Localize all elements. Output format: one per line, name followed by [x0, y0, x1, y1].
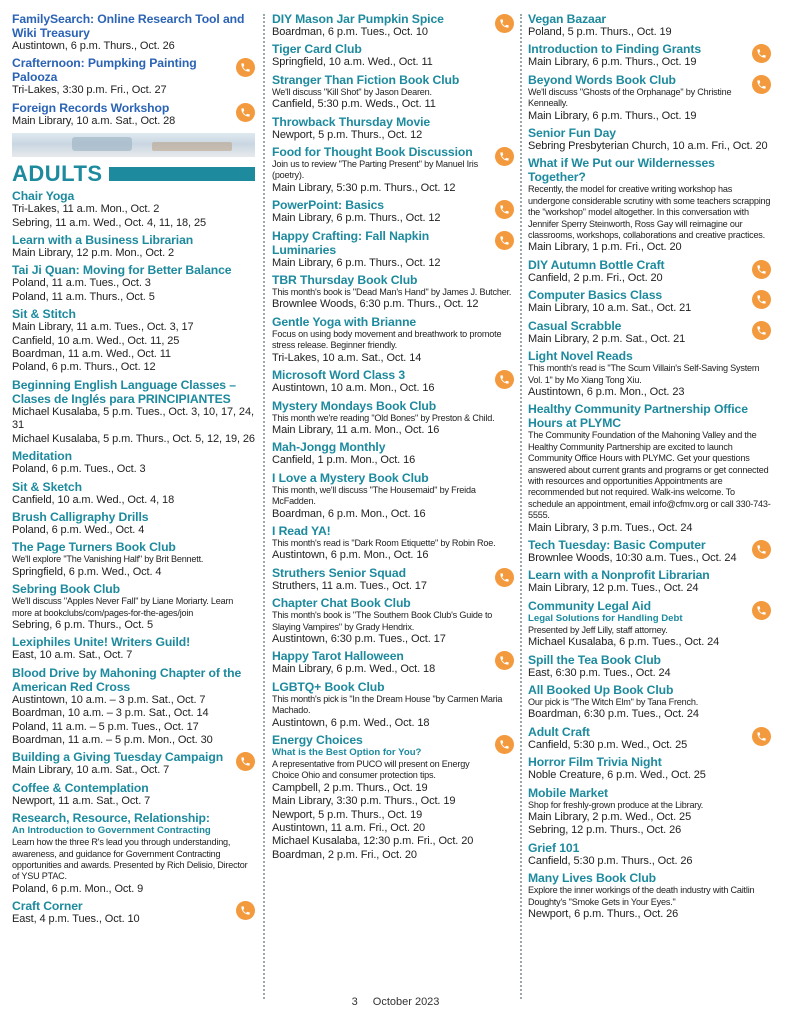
event-title: Foreign Records Workshop — [12, 100, 170, 115]
event-item — [528, 156, 771, 254]
event-schedule-line: Poland, 11 a.m. – 5 p.m. Tues., Oct. 17 — [12, 720, 199, 733]
event-schedule-line: Main Library, 2 p.m. Wed., Oct. 25 — [528, 811, 692, 824]
event-description: This month's pick is "In the Dream House "by Carmen Maria Machado. — [272, 693, 503, 716]
event-title: Tech Tuesday: Basic Computer — [528, 537, 706, 552]
event-schedule-line: Canfield, 10 a.m. Wed., Oct. 11, 25 — [12, 334, 180, 347]
event-schedule-line: Springfield, 6 p.m. Wed., Oct. 4 — [12, 565, 162, 578]
event-title: Throwback Thursday Movie — [272, 114, 431, 129]
event-schedule-line: Canfield, 5:30 p.m. Weds., Oct. 11 — [272, 98, 436, 111]
event-schedule-line: Austintown, 6 p.m. Thurs., Oct. 26 — [12, 40, 175, 52]
event-schedule-line: Sebring, 12 p.m. Thurs., Oct. 26 — [528, 824, 682, 837]
event-item — [528, 319, 771, 346]
phone-registration-icon — [752, 727, 771, 746]
event-description: This month's read is "Dark Room Etiquette" by Robin Roe. — [272, 537, 496, 548]
event-schedule-line: Michael Kusalaba, 12:30 p.m. Fri., Oct. 20 — [272, 835, 474, 848]
event-description: We'll explore "The Vanishing Half" by Brit Bennett. — [12, 554, 204, 565]
phone-registration-icon — [495, 568, 514, 587]
phone-registration-icon — [495, 735, 514, 754]
event-title: PowerPoint: Basics — [272, 198, 384, 213]
event-description: This month's book is "The Southern Book Club's Guide to Slaying Vampires" by Grady Hendrix. — [272, 610, 493, 632]
event-schedule-line: Main Library, 2 p.m. Sat., Oct. 21 — [528, 332, 686, 345]
event-item — [272, 368, 514, 395]
event-title: Sit & Sketch — [12, 479, 82, 494]
event-item — [272, 471, 514, 521]
event-subtitle: An Introduction to Government Contracting — [12, 825, 211, 837]
section-heading-bar — [109, 167, 255, 181]
event-item — [12, 811, 255, 896]
event-schedule-line: Michael Kusalaba, 6 p.m. Tues., Oct. 24 — [528, 636, 720, 649]
event-schedule-line: Boardman, 11 a.m. – 5 p.m. Mon., Oct. 30 — [12, 733, 213, 746]
event-item — [528, 42, 771, 69]
event-description: Recently, the model for creative writing workshop has undergone considerable scrutiny with some teachers scrapping the "workshop" model altogether. In this conversation with Jennifer Sperry Steinworth, Ross Gay will reimagine our classrooms, workshops, collaborations and creative practices. — [528, 184, 771, 241]
event-description: Join us to review "The Parting Present" by Manuel Iris (poetry). — [272, 159, 478, 181]
event-title: Happy Tarot Halloween — [272, 649, 404, 664]
column-3 — [528, 12, 771, 924]
event-schedule-line: Main Library, 6 p.m. Thurs., Oct. 19 — [528, 56, 697, 69]
event-item — [528, 402, 771, 535]
event-item — [528, 12, 771, 39]
event-title: Research, Resource, Relationship: — [12, 811, 210, 826]
event-title: Tiger Card Club — [272, 42, 362, 57]
event-schedule-line: Main Library, 6 p.m. Wed., Oct. 18 — [272, 663, 436, 676]
event-title: Many Lives Book Club — [528, 871, 657, 886]
event-schedule-line: East, 4 p.m. Tues., Oct. 10 — [12, 913, 140, 926]
event-schedule-line: Main Library, 6 p.m. Thurs., Oct. 12 — [272, 256, 441, 269]
event-item — [12, 480, 255, 507]
phone-registration-icon — [752, 260, 771, 279]
event-title: I Love a Mystery Book Club — [272, 470, 429, 485]
event-title: Beyond Words Book Club — [528, 72, 676, 87]
event-description: Explore the inner workings of the death industry with Caitlin Doughty's "Smoke Gets in Your Eyes." — [528, 885, 755, 907]
event-schedule-line: East, 10 a.m. Sat., Oct. 7 — [12, 649, 133, 662]
event-item — [12, 12, 255, 53]
event-title: Computer Basics Class — [528, 288, 663, 303]
column-divider — [520, 14, 522, 999]
event-title: Spill the Tea Book Club — [528, 652, 661, 667]
event-schedule-line: Canfield, 5:30 p.m. Wed., Oct. 25 — [528, 738, 688, 751]
event-schedule-line: East, 6:30 p.m. Tues., Oct. 24 — [528, 666, 671, 679]
event-item — [272, 566, 514, 593]
section-banner-image — [12, 133, 255, 157]
event-description: This month's book is "Dead Man's Hand" by James J. Butcher. — [272, 287, 512, 298]
event-title: What if We Put our Wildernesses Together? — [528, 156, 715, 185]
event-schedule-line: Tri-Lakes, 3:30 p.m. Fri., Oct. 27 — [12, 84, 167, 97]
event-description: This month's read is "The Scum Villain's Self-Saving System Vol. 1" by Mo Xiang Tong Xiu. — [528, 363, 760, 385]
event-title: I Read YA! — [272, 523, 331, 538]
event-title: Horror Film Trivia Night — [528, 755, 662, 770]
event-item — [272, 229, 514, 270]
event-schedule-line: Poland, 6 p.m. Mon., Oct. 9 — [12, 882, 144, 895]
event-schedule-line: Main Library, 11 a.m. Mon., Oct. 16 — [272, 423, 440, 436]
event-item — [272, 273, 514, 312]
event-title: LGBTQ+ Book Club — [272, 679, 385, 694]
event-item — [528, 73, 771, 123]
event-schedule-line: Canfield, 2 p.m. Fri., Oct. 20 — [528, 271, 663, 284]
event-item — [272, 145, 514, 195]
event-description: Presented by Jeff Lilly, staff attorney. — [528, 624, 668, 635]
event-schedule-line: Main Library, 6 p.m. Thurs., Oct. 12 — [272, 212, 441, 225]
event-title: Mobile Market — [528, 785, 608, 800]
phone-registration-icon — [495, 147, 514, 166]
event-item — [12, 56, 255, 97]
event-item — [12, 666, 255, 748]
event-item — [12, 378, 255, 446]
event-item — [12, 899, 255, 926]
event-item — [12, 750, 255, 777]
event-schedule-line: Poland, 6 p.m. Wed., Oct. 4 — [12, 523, 145, 536]
event-schedule-line: Sebring, 11 a.m. Wed., Oct. 4, 11, 18, 25 — [12, 216, 207, 229]
event-item — [12, 582, 255, 632]
phone-registration-icon — [752, 540, 771, 559]
event-item — [272, 315, 514, 365]
event-title: All Booked Up Book Club — [528, 683, 674, 697]
column-2 — [272, 12, 514, 865]
event-schedule-line: Main Library, 5:30 p.m. Thurs., Oct. 12 — [272, 181, 456, 194]
event-schedule-line: Main Library, 3 p.m. Tues., Oct. 24 — [528, 521, 693, 534]
event-title: Meditation — [12, 449, 72, 464]
event-item — [528, 755, 771, 782]
event-item — [528, 288, 771, 315]
event-schedule-line: Austintown, 6 p.m. Wed., Oct. 18 — [272, 716, 430, 729]
event-title: Beginning English Language Classes – Clases de Inglés para PRINCIPIANTES — [12, 377, 236, 406]
event-item — [272, 12, 514, 39]
event-item — [12, 635, 255, 662]
event-schedule-line: Austintown, 11 a.m. Fri., Oct. 20 — [272, 822, 425, 835]
event-schedule-line: Main Library, 12 p.m. Mon., Oct. 2 — [12, 247, 175, 260]
event-schedule-line: Main Library, 10 a.m. Sat., Oct. 7 — [12, 764, 170, 777]
event-item — [12, 449, 255, 476]
event-schedule-line: Main Library, 12 p.m. Tues., Oct. 24 — [528, 582, 699, 595]
event-title: Learn with a Business Librarian — [12, 233, 194, 248]
event-item — [528, 349, 771, 399]
event-schedule-line: Michael Kusalaba, 5 p.m. Tues., Oct. 3, 10, 17, 24, 31 — [12, 405, 254, 432]
event-title: Mah-Jongg Monthly — [272, 440, 386, 455]
event-title: Grief 101 — [528, 840, 580, 855]
event-title: Gentle Yoga with Brianne — [272, 314, 417, 329]
event-item — [12, 781, 255, 808]
event-schedule-line: Canfield, 1 p.m. Mon., Oct. 16 — [272, 454, 416, 467]
event-item — [528, 786, 771, 838]
event-item — [528, 871, 771, 921]
event-title: Chapter Chat Book Club — [272, 596, 411, 611]
event-title: Brush Calligraphy Drills — [12, 509, 149, 524]
event-title: Energy Choices — [272, 733, 363, 747]
event-item — [272, 42, 514, 69]
event-title: Building a Giving Tuesday Campaign — [12, 750, 224, 765]
event-title: Microsoft Word Class 3 — [272, 368, 406, 383]
event-title: Chair Yoga — [12, 189, 75, 204]
event-item — [12, 101, 255, 128]
event-item — [272, 73, 514, 112]
phone-registration-icon — [495, 370, 514, 389]
event-title: Food for Thought Book Discussion — [272, 145, 473, 160]
event-item — [528, 538, 771, 565]
event-item — [528, 258, 771, 285]
event-schedule-line: Boardman, 2 p.m. Fri., Oct. 20 — [272, 848, 417, 861]
event-description: This month, we'll discuss "The Housemaid" by Freida McFadden. — [272, 484, 476, 507]
event-title: The Page Turners Book Club — [12, 540, 176, 555]
event-item — [12, 307, 255, 375]
event-title: Community Legal Aid — [528, 598, 651, 613]
event-schedule-line: Poland, 6 p.m. Thurs., Oct. 12 — [12, 361, 156, 374]
event-schedule-line: Boardman, 6 p.m. Mon., Oct. 16 — [272, 507, 426, 520]
event-title: Learn with a Nonprofit Librarian — [528, 568, 710, 583]
event-schedule-line: Poland, 11 a.m. Thurs., Oct. 5 — [12, 290, 155, 303]
event-item — [272, 198, 514, 225]
event-item — [272, 733, 514, 862]
phone-registration-icon — [752, 75, 771, 94]
event-description: Our pick is "The Witch Elm" by Tana French. — [528, 697, 699, 707]
event-title: Coffee & Contemplation — [12, 780, 149, 795]
event-title: Senior Fun Day — [528, 126, 616, 141]
event-title: Struthers Senior Squad — [272, 565, 406, 580]
event-schedule-line: Noble Creature, 6 p.m. Wed., Oct. 25 — [528, 769, 706, 782]
event-description: We'll discuss "Kill Shot" by Jason Dearen. — [272, 86, 432, 97]
event-title: Introduction to Finding Grants — [528, 42, 702, 57]
event-schedule-line: Newport, 11 a.m. Sat., Oct. 7 — [12, 794, 151, 807]
event-item — [272, 596, 514, 646]
event-title: FamilySearch: Online Research Tool and Wiki Treasury — [12, 12, 245, 40]
event-schedule-line: Austintown, 6 p.m. Mon., Oct. 16 — [272, 549, 429, 562]
event-item — [12, 540, 255, 579]
event-schedule-line: Sebring, 6 p.m. Thurs., Oct. 5 — [12, 618, 154, 631]
event-title: Healthy Community Partnership Office Hours at PLYMC — [528, 402, 748, 431]
event-schedule-line: Tri-Lakes, 11 a.m. Mon., Oct. 2 — [12, 203, 160, 216]
event-title: Light Novel Reads — [528, 349, 633, 364]
event-title: Sit & Stitch — [12, 307, 76, 322]
event-item — [12, 263, 255, 304]
event-title: Mystery Mondays Book Club — [272, 398, 437, 413]
phone-registration-icon — [752, 321, 771, 340]
event-description: We'll discuss "Ghosts of the Orphanage" by Christine Kenneally. — [528, 86, 732, 109]
event-description: We'll discuss "Apples Never Fall" by Liane Moriarty. Learn more at bookclubs/com/pages-for-the-ages/join — [12, 596, 234, 618]
event-schedule-line: Main Library, 1 p.m. Fri., Oct. 20 — [528, 241, 682, 254]
event-schedule-line: Michael Kusalaba, 5 p.m. Thurs., Oct. 5, 12, 19, 26 — [12, 432, 255, 445]
event-title: Crafternoon: Pumpking Painting Palooza — [12, 56, 197, 85]
event-item — [272, 440, 514, 467]
event-item — [528, 599, 771, 650]
section-heading — [12, 161, 255, 187]
event-item — [272, 649, 514, 676]
event-item — [528, 683, 771, 722]
event-item — [12, 510, 255, 537]
page-number: 3 — [351, 996, 358, 1008]
event-schedule-line: Newport, 5 p.m. Thurs., Oct. 19 — [272, 808, 423, 821]
event-schedule-line: Springfield, 10 a.m. Wed., Oct. 11 — [272, 56, 433, 69]
event-description: Learn how the three R's lead you through understanding, awareness, and guidance for Government Contracting opportunities and awards. Presented by Rich Delisio, Director of YSU PTAC. — [12, 837, 248, 882]
event-schedule-line: Main Library, 10 a.m. Sat., Oct. 28 — [12, 114, 176, 127]
event-title: Tai Ji Quan: Moving for Better Balance — [12, 263, 232, 278]
event-schedule-line: Canfield, 10 a.m. Wed., Oct. 4, 18 — [12, 493, 175, 506]
event-title: TBR Thursday Book Club — [272, 273, 418, 288]
event-item — [528, 126, 771, 153]
event-schedule-line: Tri-Lakes, 10 a.m. Sat., Oct. 14 — [272, 351, 422, 364]
event-title: Stranger Than Fiction Book Club — [272, 72, 460, 87]
event-title: Lexiphiles Unite! Writers Guild! — [12, 635, 191, 650]
event-item — [528, 725, 771, 752]
event-schedule-line: Poland, 11 a.m. Tues., Oct. 3 — [12, 277, 151, 290]
footer-date: October 2023 — [372, 996, 440, 1008]
event-description: Shop for freshly-grown produce at the Library. — [528, 799, 704, 810]
event-schedule-line: Main Library, 3:30 p.m. Thurs., Oct. 19 — [272, 795, 456, 808]
event-schedule-line: Austintown, 6:30 p.m. Tues., Oct. 17 — [272, 632, 446, 645]
event-description: This month we're reading "Old Bones" by Preston & Child. — [272, 412, 495, 423]
phone-registration-icon — [236, 103, 255, 122]
event-schedule-line: Austintown, 10 a.m. Mon., Oct. 16 — [272, 382, 435, 395]
event-schedule-line: Boardman, 6 p.m. Tues., Oct. 10 — [272, 26, 428, 38]
event-schedule-line: Main Library, 6 p.m. Thurs., Oct. 19 — [528, 109, 697, 122]
event-description: The Community Foundation of the Mahoning Valley and the Healthy Community Partnership are excited to launch Community Office Hours with PLYMC. Get your questions answered about current grants and programs or get connected with resources and opportunities Appointments are recommended but not required. Walk-ins welcome. To schedule an appointment, email info@cfmv.org or call 330-743-5555. — [528, 430, 771, 521]
event-schedule-line: Struthers, 11 a.m. Tues., Oct. 17 — [272, 579, 427, 592]
event-subtitle: Legal Solutions for Handling Debt — [528, 612, 683, 624]
event-schedule-line: Brownlee Woods, 6:30 p.m. Thurs., Oct. 12 — [272, 298, 479, 311]
event-schedule-line: Sebring Presbyterian Church, 10 a.m. Fri., Oct. 20 — [528, 140, 768, 153]
event-title: Blood Drive by Mahoning Chapter of the American Red Cross — [12, 665, 242, 694]
phone-registration-icon — [495, 14, 514, 33]
event-title: Casual Scrabble — [528, 318, 622, 333]
event-title: Adult Craft — [528, 724, 590, 739]
event-schedule-line: Newport, 5 p.m. Thurs., Oct. 12 — [272, 128, 423, 141]
event-title: Vegan Bazaar — [528, 12, 607, 26]
event-item — [272, 115, 514, 142]
event-schedule-line: Brownlee Woods, 10:30 a.m. Tues., Oct. 24 — [528, 551, 737, 564]
event-item — [272, 399, 514, 438]
event-schedule-line: Main Library, 10 a.m. Sat., Oct. 21 — [528, 302, 692, 315]
event-schedule-line: Newport, 6 p.m. Thurs., Oct. 26 — [528, 908, 679, 921]
event-schedule-line: Campbell, 2 p.m. Thurs., Oct. 19 — [272, 781, 428, 794]
event-item — [528, 841, 771, 868]
event-schedule-line: Boardman, 6:30 p.m. Tues., Oct. 24 — [528, 708, 699, 721]
event-item — [12, 189, 255, 230]
phone-registration-icon — [495, 231, 514, 250]
event-description: Focus on using body movement and breathwork to promote stress release. Beginner friendly. — [272, 328, 502, 351]
event-title: Sebring Book Club — [12, 582, 120, 597]
section-heading-text: ADULTS — [12, 161, 103, 187]
event-schedule-line: Boardman, 10 a.m. – 3 p.m. Sat., Oct. 14 — [12, 707, 209, 720]
event-item — [272, 680, 514, 730]
event-schedule-line: Poland, 6 p.m. Tues., Oct. 3 — [12, 463, 146, 476]
event-schedule-line: Poland, 5 p.m. Thurs., Oct. 19 — [528, 26, 672, 38]
event-item — [272, 524, 514, 563]
event-schedule-line: Austintown, 10 a.m. – 3 p.m. Sat., Oct. 7 — [12, 693, 206, 706]
event-schedule-line: Canfield, 5:30 p.m. Thurs., Oct. 26 — [528, 854, 693, 867]
column-1 — [12, 12, 255, 930]
event-schedule-line: Main Library, 11 a.m. Tues., Oct. 3, 17 — [12, 321, 194, 334]
event-title: Craft Corner — [12, 899, 83, 914]
page-footer — [0, 996, 791, 1008]
event-item — [12, 233, 255, 260]
event-subtitle: What is the Best Option for You? — [272, 747, 422, 758]
event-item — [528, 568, 771, 595]
event-schedule-line: Boardman, 11 a.m. Wed., Oct. 11 — [12, 348, 171, 361]
phone-registration-icon — [752, 601, 771, 620]
column-divider — [263, 14, 265, 999]
event-description: A representative from PUCO will present on Energy Choice Ohio and consumer protection tips. — [272, 759, 470, 781]
event-title: Happy Crafting: Fall Napkin Luminaries — [272, 228, 430, 257]
event-title: DIY Mason Jar Pumpkin Spice — [272, 12, 444, 26]
event-title: DIY Autumn Bottle Craft — [528, 257, 665, 272]
event-item — [528, 653, 771, 680]
event-schedule-line: Austintown, 6 p.m. Mon., Oct. 23 — [528, 385, 685, 398]
